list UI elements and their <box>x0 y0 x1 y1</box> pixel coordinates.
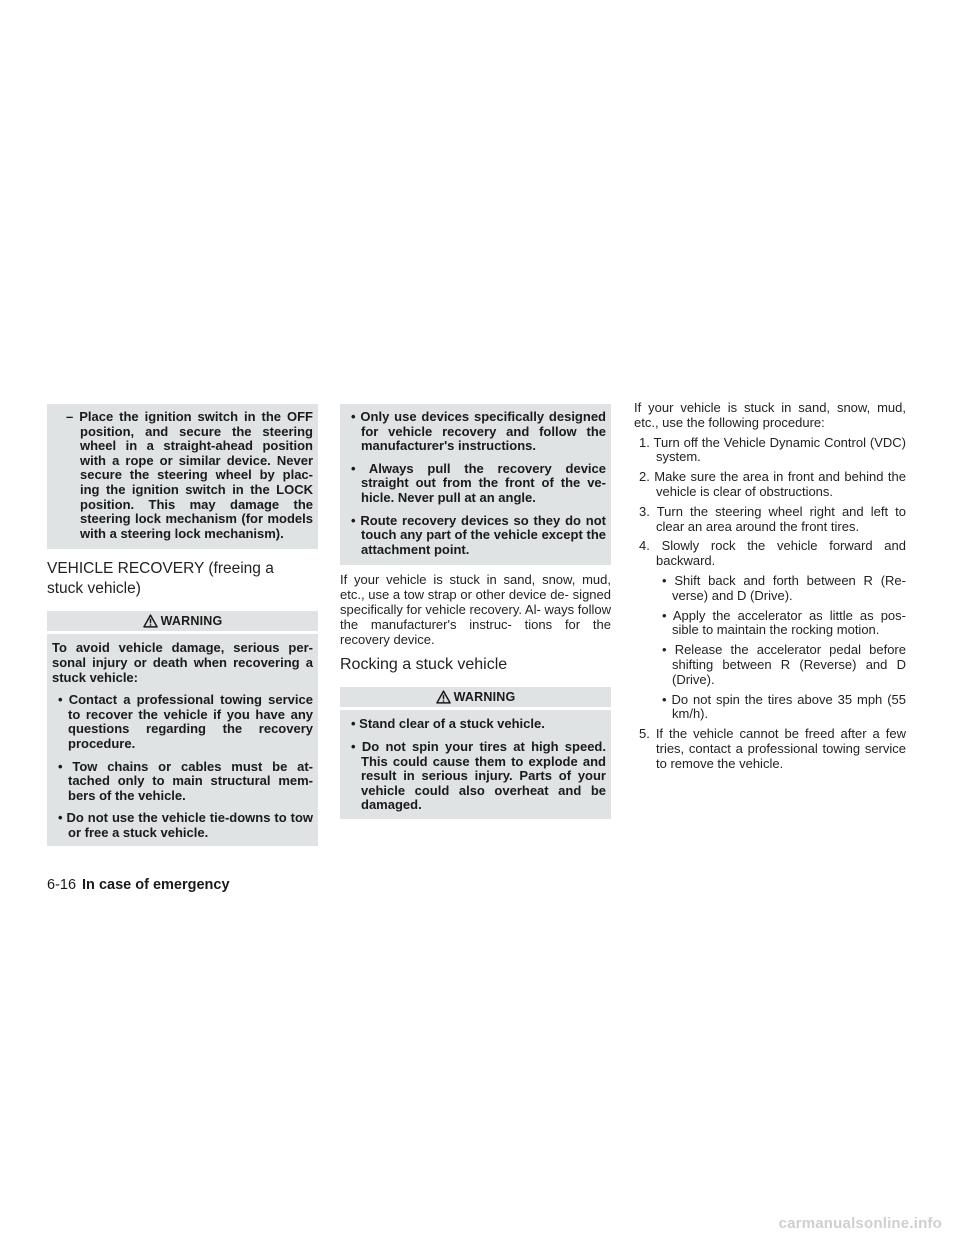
procedure-sub-item: • Do not spin the tires above 35 mph (55 km/h). <box>662 691 906 722</box>
warning-label: WARNING <box>160 614 223 629</box>
recovery-device-box <box>340 404 611 565</box>
warning-label: WARNING <box>453 690 516 705</box>
section-heading-vehicle-recovery: VEHICLE RECOVERY (freeing a stuck vehicle) <box>47 560 274 598</box>
procedure-step: 5. If the vehicle cannot be freed after a few tries, contact a professional towing service to remove the vehicle. <box>639 726 906 771</box>
warning-item: • Tow chains or cables must be at- tached only to main structural mem- bers of the vehicle. <box>58 758 313 803</box>
page-footer <box>47 877 230 893</box>
warning-item: • Do not use the vehicle tie-downs to tow or free a stuck vehicle. <box>58 810 313 840</box>
procedure-step: 3. Turn the steering wheel right and left to clear an area around the front tires. <box>639 503 906 534</box>
page-number: 6-16 <box>47 877 77 893</box>
warning-item: • Do not spin your tires at high speed. This could cause them to explode and result in serious injury. Parts of your vehicle could also overheat and be damaged. <box>351 738 606 813</box>
section-heading-rocking: Rocking a stuck vehicle <box>340 656 508 674</box>
column-middle <box>340 404 611 819</box>
recovery-paragraph: If your vehicle is stuck in sand, snow, mud, etc., use a tow strap or other device de- signed specifically for vehicle recovery. Al- ways follow the manufacturer's instruc- tions for the recovery device. <box>340 572 611 647</box>
recovery-device-item: • Route recovery devices so they do not touch any part of the vehicle except the attachment point. <box>351 512 606 557</box>
column-left <box>47 404 318 846</box>
warning-bar <box>340 687 611 707</box>
chapter-title: In case of emergency <box>82 877 230 893</box>
procedure-sub-item: • Apply the accelerator as little as pos- sible to maintain the rocking motion. <box>662 607 906 638</box>
recovery-warning <box>47 611 318 846</box>
column-right <box>634 401 906 777</box>
warning-body <box>340 710 611 819</box>
warning-body <box>47 634 318 846</box>
procedure-step: 1. Turn off the Vehicle Dynamic Control (VDC) system. <box>639 434 906 465</box>
warning-bar <box>47 611 318 631</box>
warning-triangle-icon <box>143 614 158 628</box>
watermark: carmanualsonline.info <box>778 1215 942 1232</box>
procedure-sub-item: • Shift back and forth between R (Re- verse) and D (Drive). <box>662 572 906 603</box>
rocking-warning <box>340 687 611 819</box>
procedure-sub-item: • Release the accelerator pedal before shifting between R (Reverse) and D (Drive). <box>662 642 906 687</box>
steering-note-box <box>47 404 318 549</box>
procedure-step: 4. Slowly rock the vehicle forward and backward. <box>639 538 906 569</box>
procedure-intro: If your vehicle is stuck in sand, snow, mud, etc., use the following procedure: <box>634 400 906 430</box>
steering-note-item: – Place the ignition switch in the OFF position, and secure the steering wheel in a straight-ahead position with a rope or similar device. Never secure the steering wheel by plac- ing the ignition switch in the LOCK position. This may damage the steering lock mechanism (for models with a steering lock mechanism). <box>66 409 313 541</box>
procedure-step: 2. Make sure the area in front and behind the vehicle is clear of obstructions. <box>639 469 906 499</box>
warning-item: • Stand clear of a stuck vehicle. <box>351 716 545 732</box>
recovery-device-item: • Only use devices specifically designed for vehicle recovery and follow the manufacturer's instructions. <box>351 409 606 454</box>
warning-item: • Contact a professional towing service to recover the vehicle if you have any questions regarding the recovery procedure. <box>58 692 313 751</box>
warning-triangle-icon <box>436 690 451 704</box>
recovery-device-item: • Always pull the recovery device straight out from the front of the ve- hicle. Never pull at an angle. <box>351 460 606 505</box>
warning-intro: To avoid vehicle damage, serious per- sonal injury or death when recovering a stuck vehicle: <box>52 640 313 685</box>
